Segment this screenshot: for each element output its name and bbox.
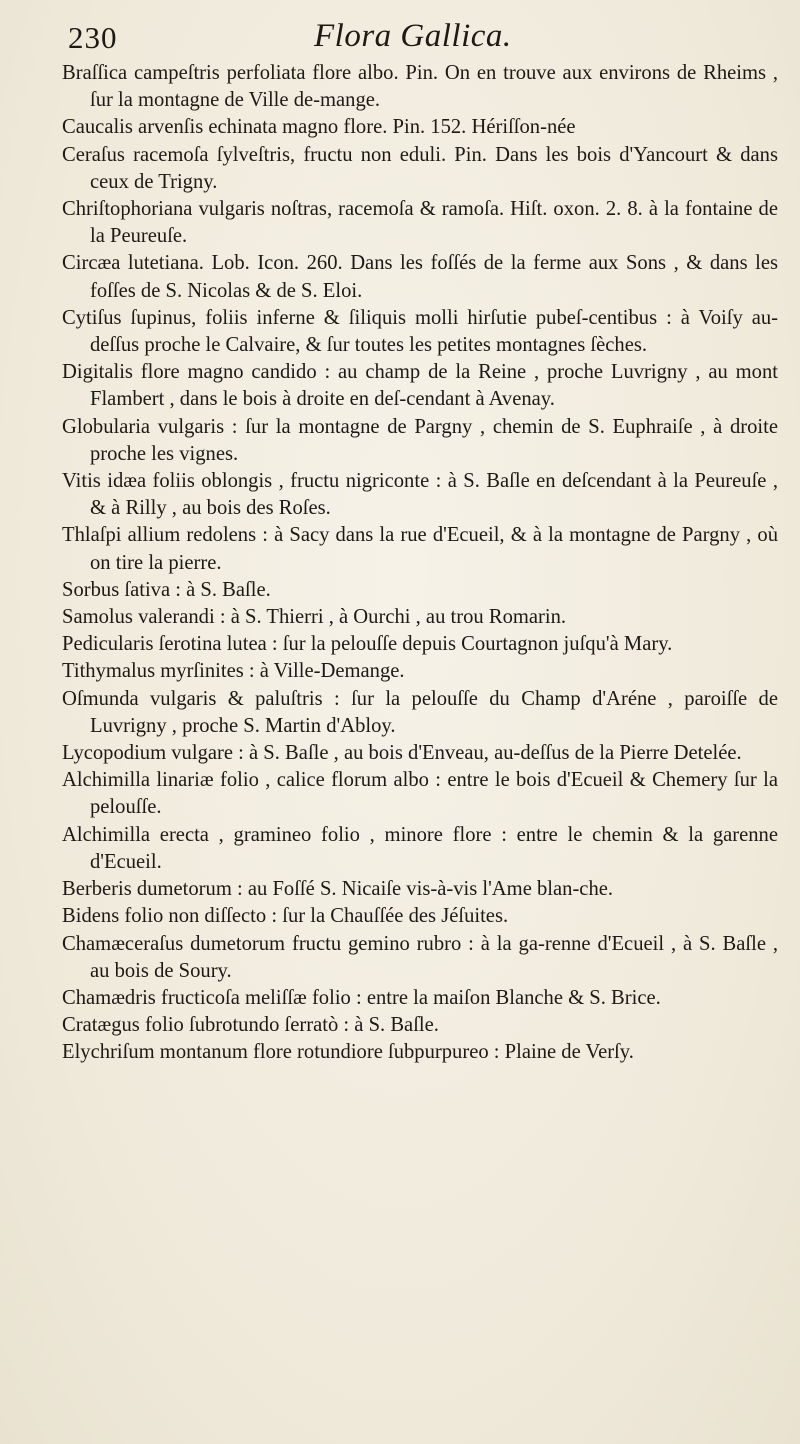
page-header (62, 16, 778, 60)
plant-entry: Oſmunda vulgaris & paluſtris : ſur la pelouſſe du Champ d'Aréne , paroiſſe de Luvrigny , proche S. Martin d'Abloy. (62, 687, 778, 737)
plant-entry: Sorbus ſativa : à S. Baſle. (62, 578, 271, 601)
plant-entry: Circæa lutetiana. Lob. Icon. 260. Dans les foſſés de la ferme aux Sons , & dans les foſſes de S. Nicolas & de S. Eloi. (62, 252, 778, 302)
plant-entry: Thlaſpi allium redolens : à Sacy dans la rue d'Ecueil, & à la montagne de Pargny , où on tire la pierre. (62, 524, 778, 574)
plant-entry: Elychriſum montanum flore rotundiore ſubpurpureo : Plaine de Verſy. (62, 1041, 634, 1064)
plant-entry: Samolus valerandi : à S. Thierri , à Ourchi , au trou Romarin. (62, 606, 567, 629)
plant-entry: Berberis dumetorum : au Foſſé S. Nicaiſe vis-à-vis l'Ame blan-che. (62, 878, 614, 901)
plant-entry: Cratægus folio ſubrotundo ſerratò : à S. Baſle. (62, 1014, 439, 1037)
plant-entry: Cytiſus ſupinus, foliis inferne & ſiliquis molli hirſutie pubeſ-centibus : à Voiſy au-deſſus proche le Calvaire, & ſur toutes les petites montagnes ſèches. (62, 306, 778, 357)
running-title: Flora Gallica. (314, 18, 512, 54)
page-number: 230 (68, 20, 118, 55)
plant-entry: Alchimilla erecta , gramineo folio , minore flore : entre le chemin & la garenne d'Ecueil. (62, 823, 778, 873)
plant-entry: Alchimilla linariæ folio , calice florum albo : entre le bois d'Ecueil & Chemery ſur la pelouſſe. (62, 769, 778, 819)
plant-entry: Digitalis flore magno candido : au champ de la Reine , proche Luvrigny , au mont Flambert , dans le bois à droite en deſ-cendant à Avenay. (62, 361, 778, 411)
plant-entry: Bidens folio non diſſecto : ſur la Chauſſée des Jéſuites. (62, 905, 509, 928)
plant-entry: Caucalis arvenſis echinata magno flore. Pin. 152. Hériſſon-née (62, 116, 576, 139)
plant-entry: Lycopodium vulgare : à S. Baſle , au bois d'Enveau, au-deſſus de la Pierre Detelée. (62, 742, 742, 765)
plant-entry: Vitis idæa foliis oblongis , fructu nigriconte : à S. Baſle en deſcendant à la Peureuſe , & à Rilly , au bois des Roſes. (62, 470, 778, 520)
plant-entry: Pedicularis ſerotina lutea : ſur la pelouſſe depuis Courtagnon juſqu'à Mary. (62, 633, 673, 656)
plant-entry: Ceraſus racemoſa ſylveſtris, fructu non eduli. Pin. Dans les bois d'Yancourt & dans ceux de Trigny. (62, 143, 778, 193)
plant-entry: Chriſtophoriana vulgaris noſtras, racemoſa & ramoſa. Hiſt. oxon. 2. 8. à la fontaine de la Peureuſe. (62, 198, 778, 248)
plant-entry: Globularia vulgaris : ſur la montagne de Pargny , chemin de S. Euphraiſe , à droite proche les vignes. (62, 415, 778, 465)
plant-entry: Chamæceraſus dumetorum fructu gemino rubro : à la ga-renne d'Ecueil , à S. Baſle , au bois de Soury. (62, 932, 778, 982)
plant-entry: Tithymalus myrſinites : à Ville-Demange. (62, 660, 405, 683)
plant-entry: Chamædris fructicoſa meliſſæ folio : entre la maiſon Blanche & S. Brice. (62, 986, 661, 1009)
plant-entry: Braſſica campeſtris perfoliata flore albo. Pin. On en trouve aux environs de Rheims , ſur la montagne de Ville de-mange. (62, 62, 778, 112)
plant-entry-list (62, 60, 778, 1067)
